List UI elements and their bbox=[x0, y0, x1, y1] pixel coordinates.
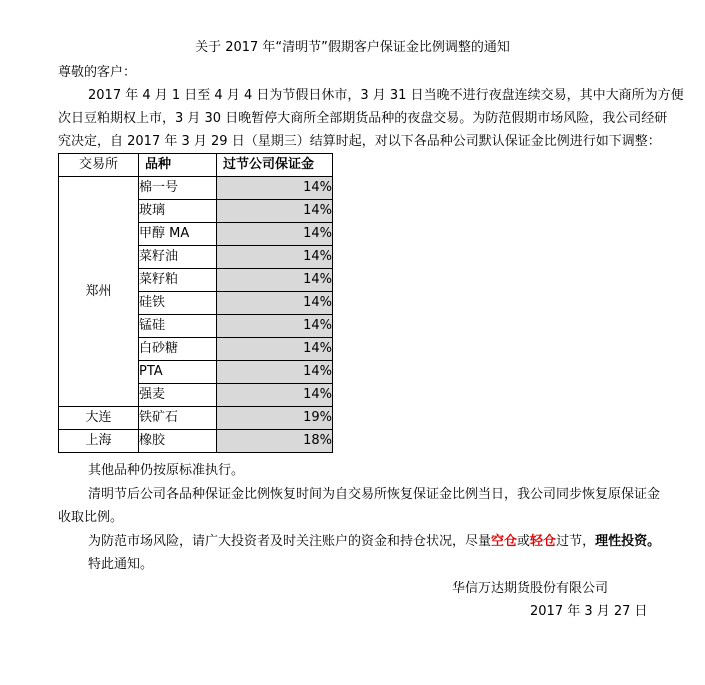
notice-title: 关于 2017 年“清明节”假期客户保证金比例调整的通知 bbox=[195, 40, 510, 55]
product-cell: 硅铁 bbox=[139, 292, 217, 315]
table-row bbox=[59, 430, 333, 453]
product-cell: 甲醇 MA bbox=[139, 223, 217, 246]
notice-date: 2017 年 3 月 27 日 bbox=[530, 604, 648, 619]
exchange-cell: 大连 bbox=[59, 407, 139, 430]
paragraph-3-part-1: 为防范市场风险，请广大投资者及时关注账户的资金和持仓状况，尽量 bbox=[88, 534, 492, 549]
company-name: 华信万达期货股份有限公司 bbox=[452, 581, 609, 596]
table-row bbox=[59, 407, 333, 430]
margin-table bbox=[58, 153, 333, 453]
exchange-cell: 上海 bbox=[59, 430, 139, 453]
paragraph-2-line-2: 收取比例。 bbox=[58, 510, 124, 525]
table-header-row bbox=[59, 154, 333, 177]
rate-cell: 14% bbox=[217, 338, 333, 361]
rate-cell: 14% bbox=[217, 315, 333, 338]
product-cell: 锰硅 bbox=[139, 315, 217, 338]
rate-cell: 18% bbox=[217, 430, 333, 453]
rate-cell: 14% bbox=[217, 223, 333, 246]
rate-cell: 14% bbox=[217, 177, 333, 200]
note-other-products: 其他品种仍按原标准执行。 bbox=[88, 463, 245, 478]
rate-cell: 14% bbox=[217, 384, 333, 407]
rate-cell: 14% bbox=[217, 269, 333, 292]
table-row bbox=[59, 177, 333, 200]
paragraph-1-line-3: 究决定，自 2017 年 3 月 29 日（星期三）结算时起，对以下各品种公司默认保证金比例进行如下调整： bbox=[58, 134, 661, 149]
highlight-empty-position: 空仓 bbox=[491, 534, 518, 549]
rate-cell: 14% bbox=[217, 200, 333, 223]
greeting: 尊敬的客户： bbox=[58, 65, 137, 80]
closing-line: 特此通知。 bbox=[88, 557, 154, 572]
product-cell: 菜籽粕 bbox=[139, 269, 217, 292]
product-cell: 菜籽油 bbox=[139, 246, 217, 269]
rational-investing: 理性投资。 bbox=[595, 534, 661, 549]
header-rate: 过节公司保证金 bbox=[217, 154, 333, 177]
paragraph-2-line-1: 清明节后公司各品种保证金比例恢复时间为自交易所恢复保证金比例当日，我公司同步恢复原保证金 bbox=[88, 487, 661, 502]
product-cell: 强麦 bbox=[139, 384, 217, 407]
rate-cell: 14% bbox=[217, 361, 333, 384]
product-cell: 玻璃 bbox=[139, 200, 217, 223]
product-cell: 橡胶 bbox=[139, 430, 217, 453]
rate-cell: 14% bbox=[217, 246, 333, 269]
paragraph-3-part-3: 过节， bbox=[556, 534, 596, 549]
product-cell: 铁矿石 bbox=[139, 407, 217, 430]
product-cell: 棉一号 bbox=[139, 177, 217, 200]
product-cell: 白砂糖 bbox=[139, 338, 217, 361]
paragraph-1-line-1: 2017 年 4 月 1 日至 4 月 4 日为节假日休市，3 月 31 日当晚不进行夜盘连续交易，其中大商所为方便 bbox=[88, 88, 684, 103]
rate-cell: 19% bbox=[217, 407, 333, 430]
paragraph-1-line-2: 次日豆粕期权上市，3 月 30 日晚暂停大商所全部期货品种的夜盘交易。为防范假期市场风险，我公司经研 bbox=[58, 111, 668, 126]
highlight-light-position: 轻仓 bbox=[530, 534, 557, 549]
paragraph-3-part-2: 或 bbox=[517, 534, 531, 549]
rate-cell: 14% bbox=[217, 292, 333, 315]
exchange-cell: 郑州 bbox=[59, 177, 139, 407]
product-cell: PTA bbox=[139, 361, 217, 384]
header-exchange: 交易所 bbox=[59, 154, 139, 177]
paragraph-3 bbox=[88, 533, 660, 551]
header-product: 品种 bbox=[139, 154, 217, 177]
